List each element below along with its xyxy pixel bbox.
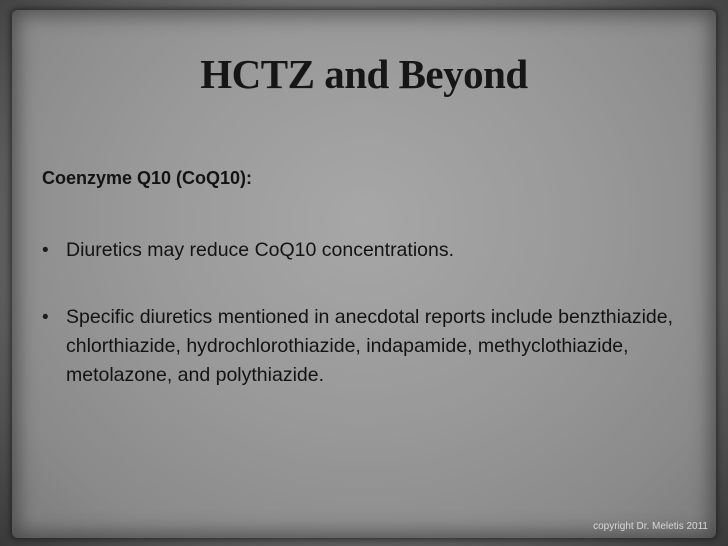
copyright-footer: copyright Dr. Meletis 2011 <box>593 521 708 532</box>
bullet-icon: • <box>42 307 49 328</box>
bullet-icon: • <box>42 240 49 261</box>
bullet-text: Diuretics may reduce CoQ10 concentrations. <box>66 239 455 261</box>
subheading: Coenzyme Q10 (CoQ10): <box>42 168 253 188</box>
bullet-list <box>42 236 692 390</box>
bullet-item <box>42 236 692 265</box>
slide-content <box>42 168 692 428</box>
bullet-item <box>42 303 692 390</box>
bullet-text: Specific diuretics mentioned in anecdotal reports include benzthiazide, chlorthiazide, hydrochlorothiazide, indapamide, methyclothiazide, metolazone, and polythiazide. <box>66 306 674 386</box>
slide-title: HCTZ and Beyond <box>200 51 528 97</box>
